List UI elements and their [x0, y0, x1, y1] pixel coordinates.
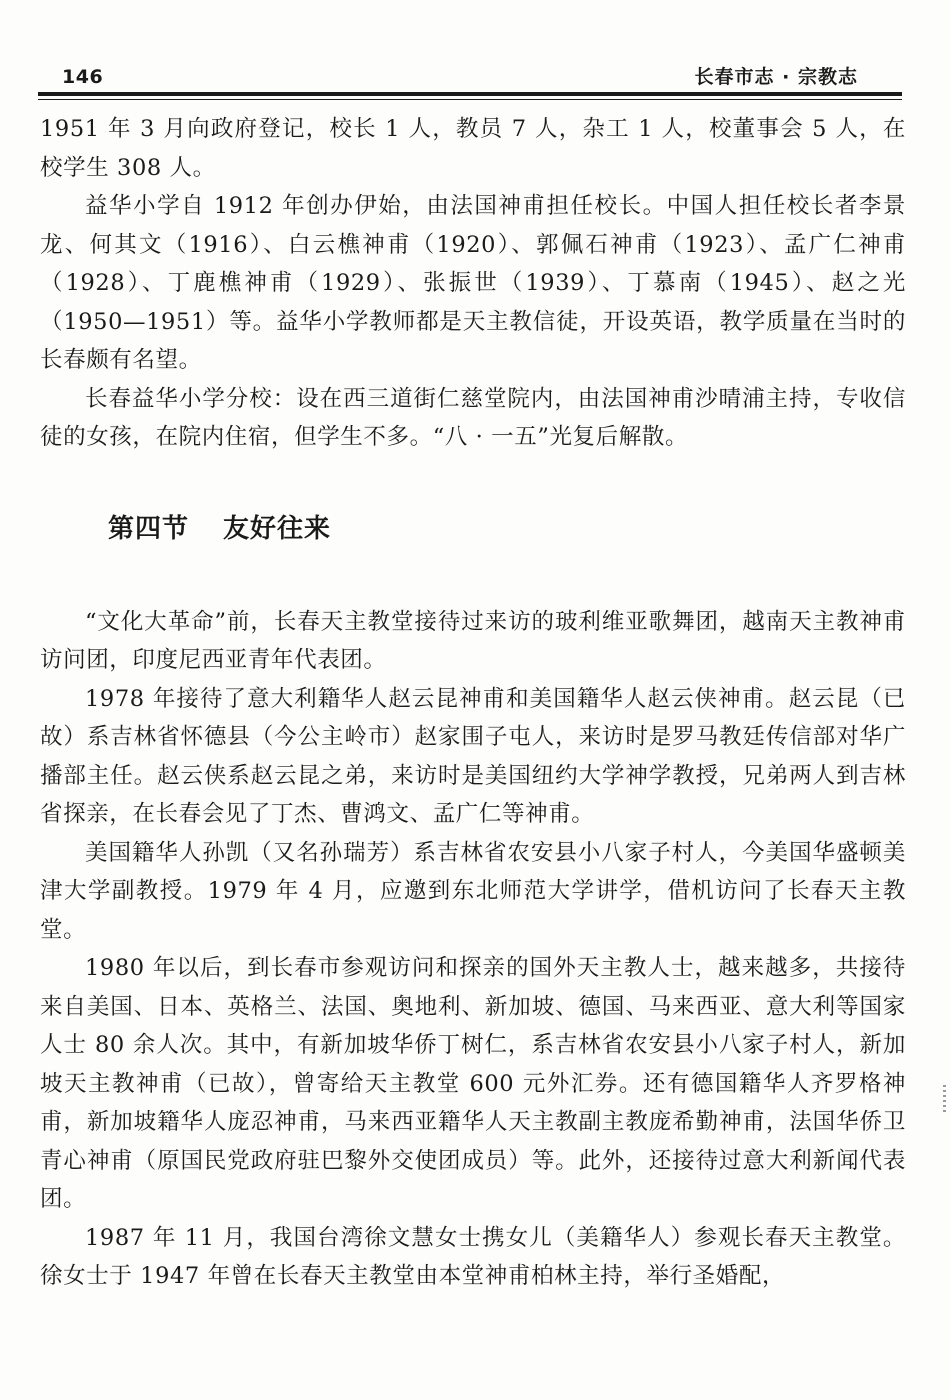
paragraph: 美国籍华人孙凯（又名孙瑞芳）系吉林省农安县小八家子村人，今美国华盛顿美津大学副教授。1979 年 4 月，应邀到东北师范大学讲学，借机访问了长春天主教堂。: [40, 839, 906, 943]
section-heading: [108, 509, 906, 549]
paragraph: 1980 年以后，到长春市参观访问和探亲的国外天主教人士，越来越多，共接待来自美国、日本、英格兰、法国、奥地利、新加坡、德国、马来西亚、意大利等国家人士 80 余人次。其中，有新加坡华侨丁树仁，系吉林省农安县小八家子村人，新加坡天主教神甫（已故），曾寄给天主教堂 600 元外汇券。还有德国籍华人齐罗格神甫，新加坡籍华人庞忍神甫，马来西亚籍华人天主教副主教庞希勤神甫，法国华侨卫青心神甫（原国民党政府驻巴黎外交使团成员）等。此外，还接待过意大利新闻代表团。: [40, 955, 906, 1212]
paragraph: 益华小学自 1912 年创办伊始，由法国神甫担任校长。中国人担任校长者李景龙、何其文（1916）、白云樵神甫（1920）、郭佩石神甫（1923）、孟广仁神甫（1928）、丁鹿樵神甫（1929）、张振世（1939）、丁慕南（1945）、赵之光（1950—1951）等。益华小学教师都是天主教信徒，开设英语，教学质量在当时的长春颇有名望。: [40, 193, 906, 373]
header-rule-thick: [38, 92, 902, 96]
section-number: 第四节: [108, 513, 190, 544]
body-text: [40, 110, 906, 1296]
running-head: 长春市志 · 宗教志: [694, 66, 858, 88]
paragraph: 1978 年接待了意大利籍华人赵云昆神甫和美国籍华人赵云侠神甫。赵云昆（已故）系吉林省怀德县（今公主岭市）赵家围子屯人，来访时是罗马教廷传信部对华广播部主任。赵云侠系赵云昆之弟，来访时是美国纽约大学神学教授，兄弟两人到吉林省探亲，在长春会见了丁杰、曹鸿文、孟广仁等神甫。: [40, 685, 906, 827]
paragraph: 1951 年 3 月向政府登记，校长 1 人，教员 7 人，杂工 1 人，校董事会 5 人，在校学生 308 人。: [40, 116, 906, 181]
scan-margin-mark: [943, 1085, 946, 1115]
page-number: 146: [62, 66, 104, 88]
paragraph: 长春益华小学分校：设在西三道街仁慈堂院内，由法国神甫沙晴浦主持，专收信徒的女孩，在院内住宿，但学生不多。“八 · 一五”光复后解散。: [40, 385, 906, 450]
paragraph: 1987 年 11 月，我国台湾徐文慧女士携女儿（美籍华人）参观长春天主教堂。徐女士于 1947 年曾在长春天主教堂由本堂神甫柏林主持，举行圣婚配，: [40, 1224, 906, 1289]
section-title: 友好往来: [223, 513, 332, 544]
header-rule-thin: [38, 99, 902, 100]
paragraph: “文化大革命”前，长春天主教堂接待过来访的玻利维亚歌舞团，越南天主教神甫访问团，印度尼西亚青年代表团。: [40, 608, 906, 673]
page-header: [40, 58, 902, 88]
